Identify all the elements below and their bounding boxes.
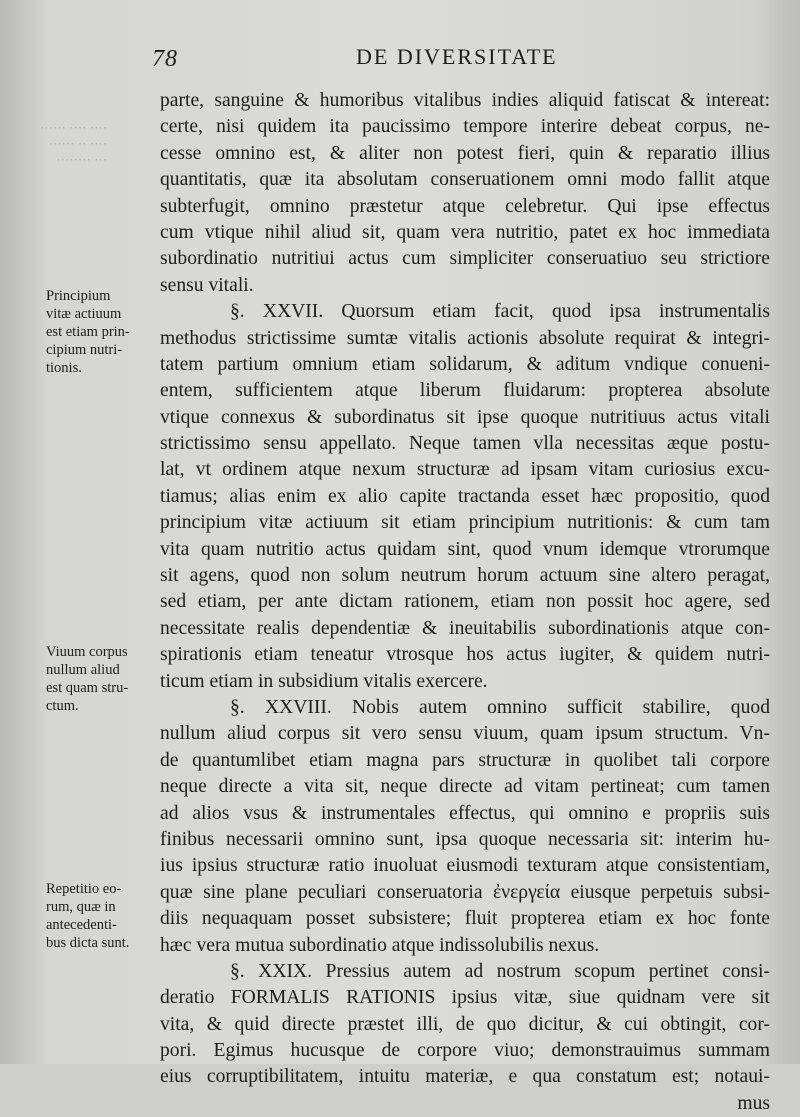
- page-number: 78: [152, 46, 178, 72]
- text-line: diis nequaquam posset subsistere; fluit propterea etiam ex hoc fonte: [160, 908, 770, 930]
- text-line: subordinatio nutritiui actus cum simpliciter conseruatiuo seu strictiore: [160, 248, 770, 270]
- main-text-block: [160, 88, 770, 1117]
- section-heading-line: §. XXVII. Quorsum etiam facit, quod ipsa instrumentalis: [230, 301, 770, 323]
- text-line: spirationis etiam teneatur vtrosque hos actus iugiter, & quidem nutri-: [160, 644, 770, 666]
- text-line: vita quam nutritio actus quidam sint, quod vnum idemque vtrorumque: [160, 538, 770, 560]
- margin-note-line: Repetitio eo-: [46, 881, 122, 897]
- margin-note-line: cipium nutri-: [46, 342, 123, 358]
- text-line: vita, & quid directe præstet illi, de quo dicitur, & cui obtingit, cor-: [160, 1013, 770, 1035]
- margin-note-line: bus dicta sunt.: [46, 935, 130, 951]
- section-heading-line: §. XXVIII. Nobis autem omnino sufficit stabilire, quod: [230, 696, 770, 718]
- text-line: eius corruptibilitatem, intuitu materiæ, e qua constatum est; notaui-: [160, 1066, 770, 1088]
- margin-note-line: antecedenti-: [46, 917, 117, 933]
- text-line: certe, nisi quidem ita paucissimo tempore interire debeat corpus, ne-: [160, 116, 770, 138]
- text-line: sed etiam, per ante dictam rationem, etiam non possit hoc agere, sed: [160, 591, 770, 613]
- margin-note-line: tionis.: [46, 360, 82, 376]
- text-line: principium vitæ actiuum sit etiam principium nutritionis: & cum tam: [160, 512, 770, 534]
- running-title: DE DIVERSITATE: [356, 44, 558, 69]
- bleed-through-text: ···· ···· ······ ···· ·· ······ ··· ········: [40, 120, 108, 167]
- text-line: subterfugit, omnino præstetur atque celebretur. Qui ipse effectus: [160, 195, 770, 217]
- margin-note-line: nullum aliud: [46, 662, 120, 678]
- text-line: entem, sufficientem atque liberum fluidarum: propterea absolute: [160, 380, 770, 402]
- text-line: lat, vt ordinem atque nexum structuræ ad ipsam vitam curiosius excu-: [160, 459, 770, 481]
- text-line: tiamus; alias enim ex alio capite tractanda esset hæc propositio, quod: [160, 485, 770, 507]
- text-line: necessitate realis dependentiæ & ineuitabilis subordinationis atque con-: [160, 617, 770, 639]
- catchword: mus: [737, 1092, 770, 1114]
- text-line: cum vtique nihil aliud sit, quam vera nutritio, patet ex hoc immediata: [160, 221, 770, 243]
- text-line: hæc vera mutua subordinatio atque indissolubilis nexus.: [160, 934, 600, 956]
- text-line: pori. Egimus hucusque de corpore viuo; demonstrauimus summam: [160, 1040, 770, 1062]
- margin-note-line: est quam stru-: [46, 680, 129, 696]
- text-line: nullum aliud corpus sit vero sensu viuum, quam ipsum structum. Vn-: [160, 723, 770, 745]
- margin-note-line: est etiam prin-: [46, 324, 130, 340]
- text-line: cesse omnino est, & aliter non potest fieri, quin & reparatio illius: [160, 142, 770, 164]
- text-line: de quantumlibet etiam magna pars structuræ in quolibet tali corpore: [160, 749, 770, 771]
- text-line: methodus strictissime sumtæ vitalis actionis absolute requirat & integri-: [160, 327, 770, 349]
- text-line: quæ sine plane peculiari conseruatoria ἐνεργεία eiusque perpetuis subsi-: [160, 881, 770, 903]
- text-line: tatem partium omnium etiam solidarum, & aditum vndique conueni-: [160, 353, 770, 375]
- text-line: neque directe a vita sit, neque directe ad vitam pertineat; cum tamen: [160, 776, 770, 798]
- margin-note-line: rum, quæ in: [46, 899, 116, 915]
- margin-note-line: Principium: [46, 288, 111, 304]
- text-line: sensu vitali.: [160, 274, 254, 296]
- margin-note-line: Viuum corpus: [46, 644, 128, 660]
- text-line: vtique connexus & subordinatus sit ipse quoque nutritiuus actus vitali: [160, 406, 770, 428]
- text-line: ticum etiam in subsidium vitalis exercere.: [160, 670, 488, 692]
- section-heading-line: §. XXIX. Pressius autem ad nostrum scopum pertinet consi-: [230, 960, 770, 982]
- margin-note-line: vitæ actiuum: [46, 306, 122, 322]
- text-line: parte, sanguine & humoribus vitalibus indies aliquid fatiscat & intereat:: [160, 90, 770, 111]
- text-line: deratio FORMALIS RATIONIS ipsius vitæ, siue quidnam vere sit: [160, 987, 770, 1009]
- margin-note-line: ctum.: [46, 698, 79, 714]
- margin-note-repetitio: [46, 880, 156, 952]
- text-line: sit agens, quod non solum neutrum horum actuum sine altero peragat,: [160, 565, 770, 587]
- margin-note-principium: [46, 287, 156, 377]
- text-line: quantitatis, quæ ita absolutam conseruationem omni modo fallit atque: [160, 169, 770, 191]
- text-line: ad alios vsus & instrumentales effectus, qui omnino e propriis suis: [160, 802, 770, 824]
- text-line: finibus necessarii omnino sunt, ipsa quoque necessaria sit: interim hu-: [160, 828, 770, 850]
- margin-note-viuum-corpus: [46, 643, 156, 715]
- text-line: ius ipsius structuræ ratio inuoluat eiusmodi texturam atque consistentiam,: [160, 855, 770, 877]
- text-line: strictissimo sensu appellato. Neque tamen vlla necessitas æque postu-: [160, 433, 770, 455]
